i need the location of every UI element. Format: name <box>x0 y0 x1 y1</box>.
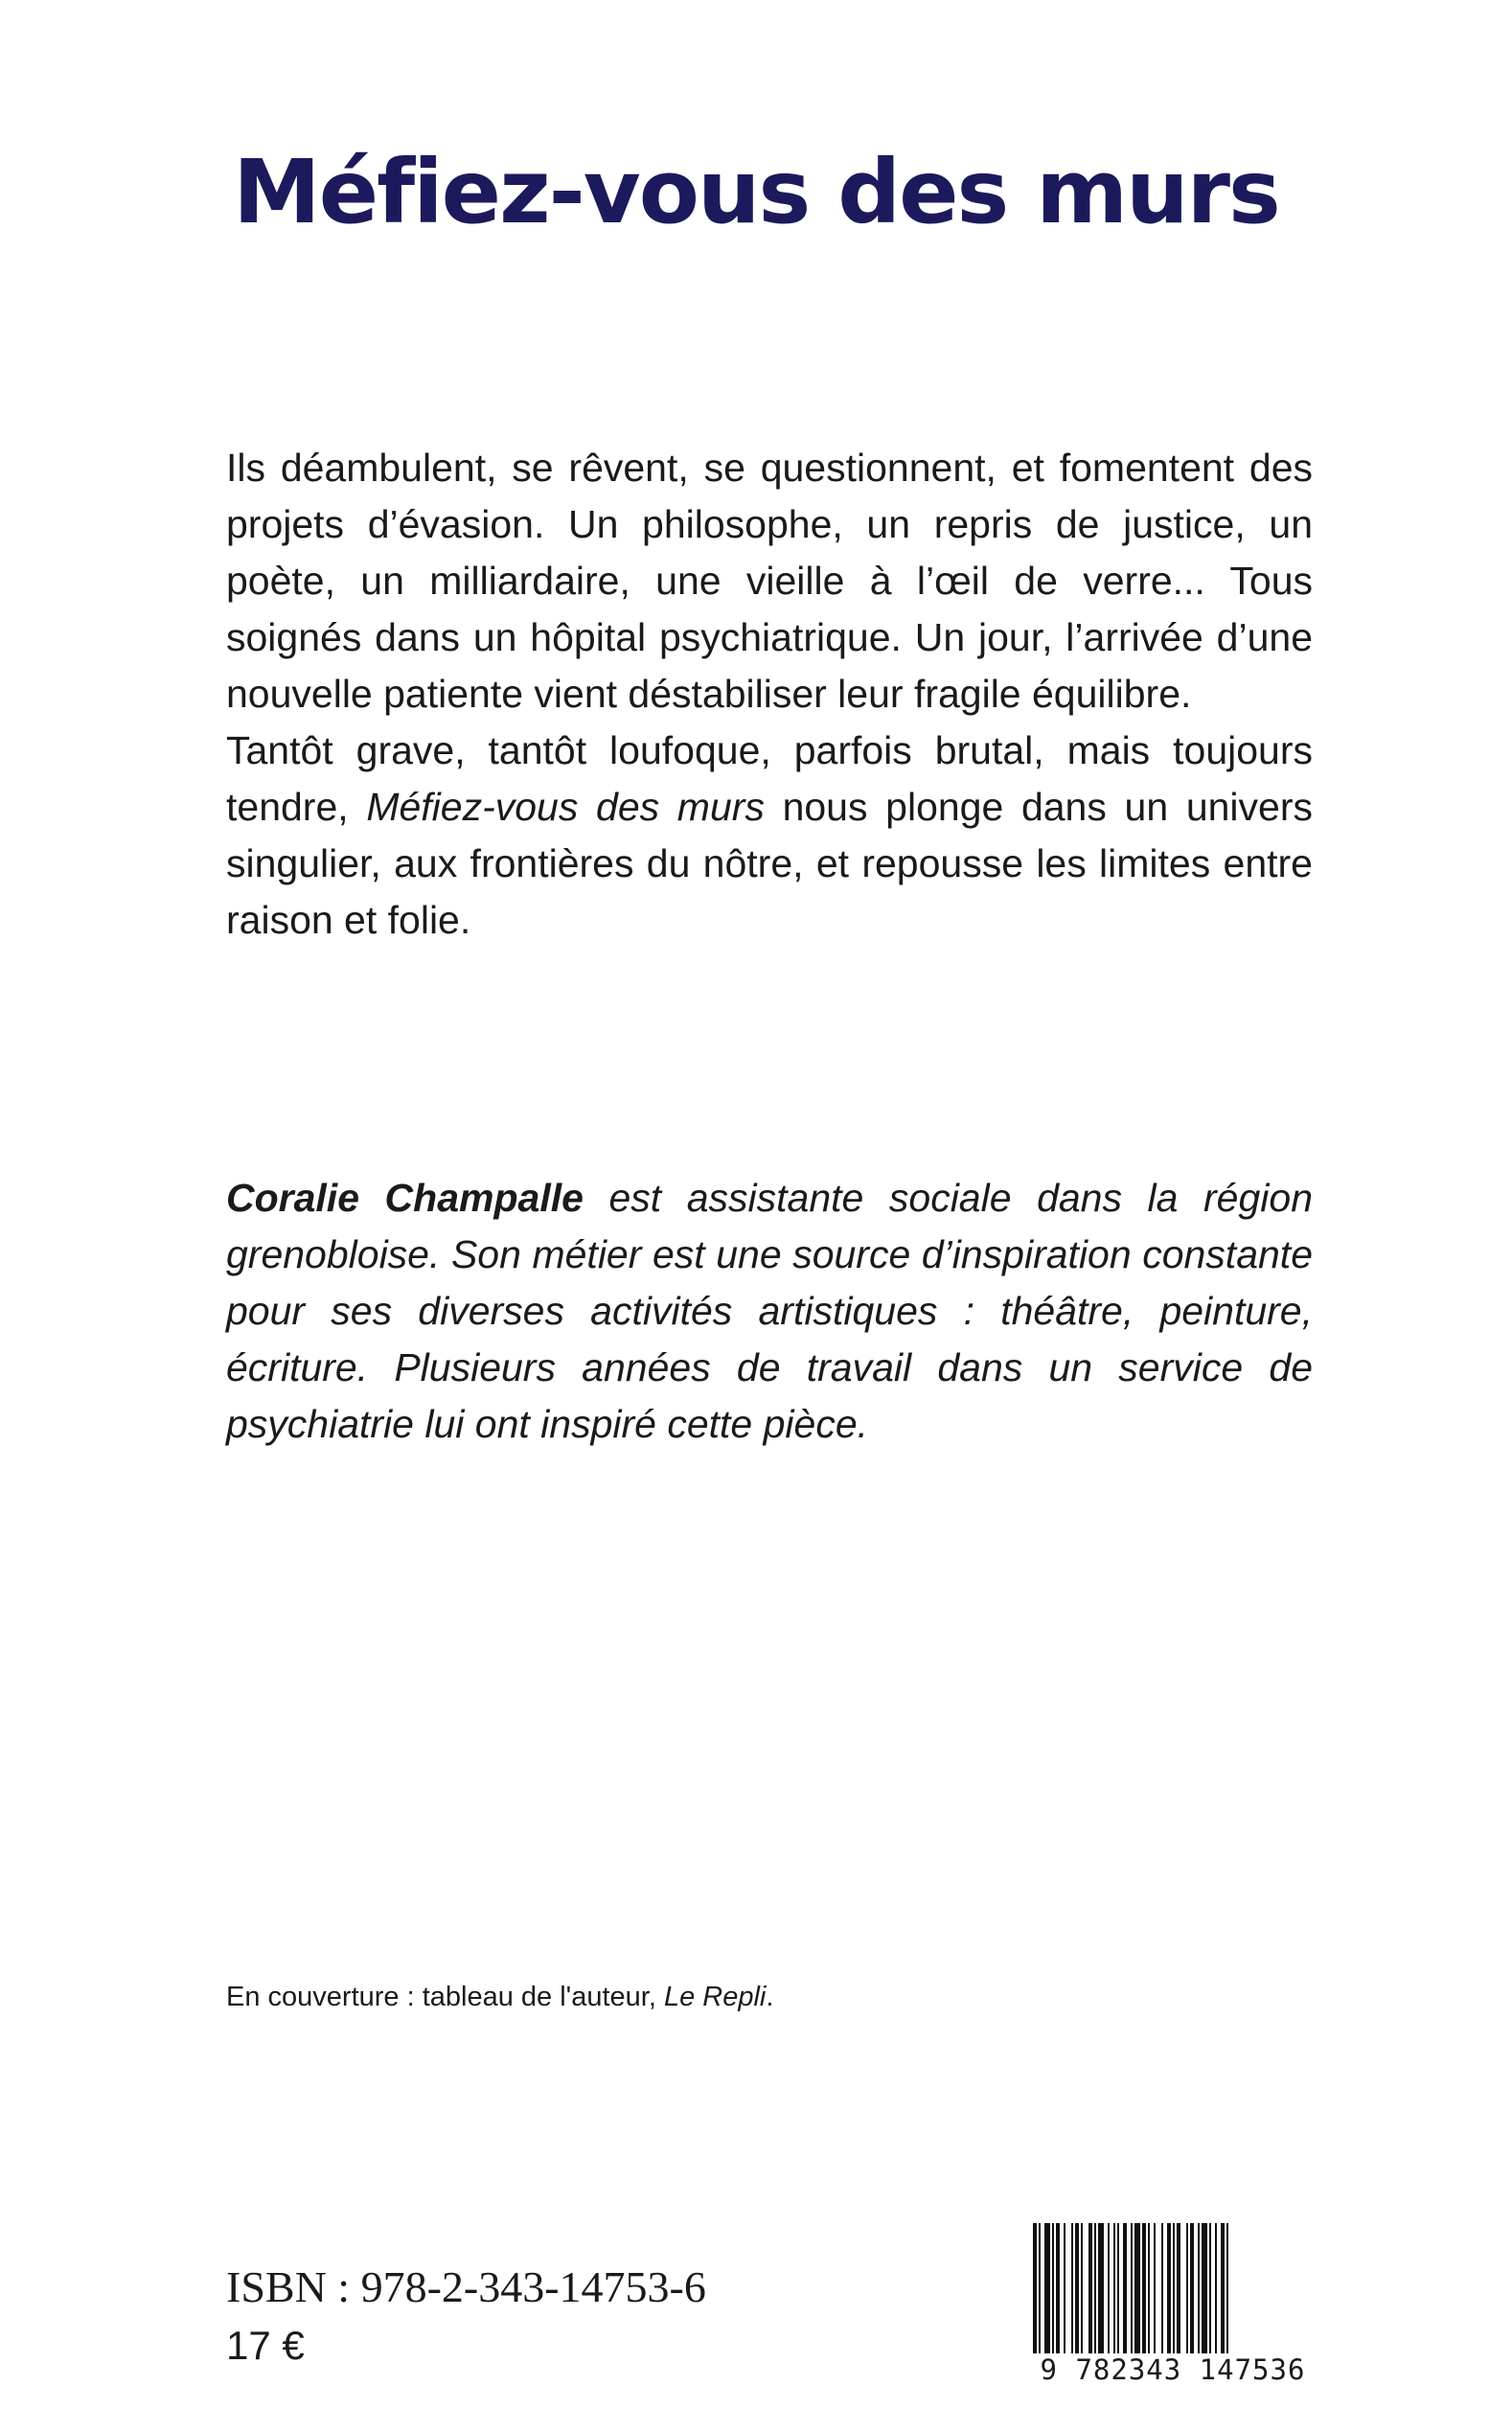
author-name: Coralie Champalle <box>226 1176 584 1220</box>
barcode-bar <box>1081 2223 1083 2353</box>
barcode-bar <box>1161 2223 1163 2353</box>
barcode-bar <box>1075 2223 1079 2353</box>
barcode-bar <box>1113 2223 1115 2353</box>
barcode-bar <box>1044 2223 1050 2353</box>
cover-credit <box>226 1982 773 2013</box>
synopsis-paragraph-2 <box>226 723 1313 949</box>
price: 17 € <box>226 2323 305 2368</box>
barcode-bar <box>1154 2223 1156 2353</box>
barcode-bar <box>1148 2223 1150 2353</box>
barcode-bar <box>1209 2223 1211 2353</box>
book-title: Méfiez-vous des murs <box>233 141 1279 243</box>
barcode-bar <box>1056 2223 1060 2353</box>
barcode-bar <box>1167 2223 1171 2353</box>
synopsis-book-title: Méfiez-vous des murs <box>366 785 765 829</box>
synopsis-paragraph-1: Ils déambulent, se rêvent, se questionnent, et fomentent des projets d’évasion. Un philosophe, un repris de justice, un poète, un milliardaire, une vieille à l’œil de verre... Tous soignés dans un hôpital psychiatrique. Un jour, l’arrivée d’une nouvelle patiente vient déstabiliser leur fragile équilibre. <box>226 446 1313 716</box>
cover-painting-title: Le Repli <box>663 1982 767 2012</box>
barcode-bar <box>1202 2223 1207 2353</box>
barcode-bar <box>1094 2223 1096 2353</box>
barcode-bar <box>1064 2223 1065 2353</box>
barcode-bar <box>1215 2223 1217 2353</box>
barcode-bar <box>1198 2223 1200 2353</box>
barcode-bar <box>1221 2223 1225 2353</box>
barcode-bar <box>1186 2223 1188 2353</box>
isbn: ISBN : 978-2-343-14753-6 <box>226 2262 706 2311</box>
synopsis <box>226 440 1313 949</box>
barcode-bar <box>1098 2223 1104 2353</box>
barcode-digits: 9 782343 147536 <box>1029 2353 1317 2386</box>
barcode-bars <box>1033 2223 1228 2367</box>
synopsis-paragraph-2-end: nous plonge dans un univers singulier, aux frontières du nôtre, et repousse les limites entre raison et folie. <box>226 785 1313 942</box>
barcode-bar <box>1123 2223 1127 2353</box>
barcode-bar <box>1173 2223 1175 2353</box>
barcode-bar <box>1131 2223 1133 2353</box>
synopsis-paragraph-2-start: Tantôt grave, tantôt loufoque, parfois brutal, mais toujours tendre, <box>226 728 1313 829</box>
barcode-bar <box>1142 2223 1146 2353</box>
barcode-bar <box>1033 2223 1037 2367</box>
author-bio <box>226 1170 1313 1453</box>
cover-credit-text: En couverture : tableau de l'auteur, <box>226 1982 664 2012</box>
barcode-bar <box>1226 2223 1228 2367</box>
barcode-bar <box>1071 2223 1073 2353</box>
barcode-bar <box>1190 2223 1194 2353</box>
barcode-bar <box>1177 2223 1180 2353</box>
barcode-bar <box>1039 2223 1041 2367</box>
author-bio-text: est assistante sociale dans la région grenobloise. Son métier est une source d’inspiration constante pour ses diverses activités artistiques : théâtre, peinture, écriture. Plusieurs années de travail dans un service de psychiatrie lui ont inspiré cette pièce. <box>226 1176 1313 1446</box>
barcode-bar <box>1108 2223 1110 2353</box>
cover-credit-end: . <box>766 1982 774 2012</box>
barcode-bar <box>1117 2223 1119 2353</box>
barcode-bar <box>1134 2223 1140 2353</box>
barcode-bar <box>1088 2223 1092 2353</box>
barcode-bar <box>1052 2223 1054 2353</box>
